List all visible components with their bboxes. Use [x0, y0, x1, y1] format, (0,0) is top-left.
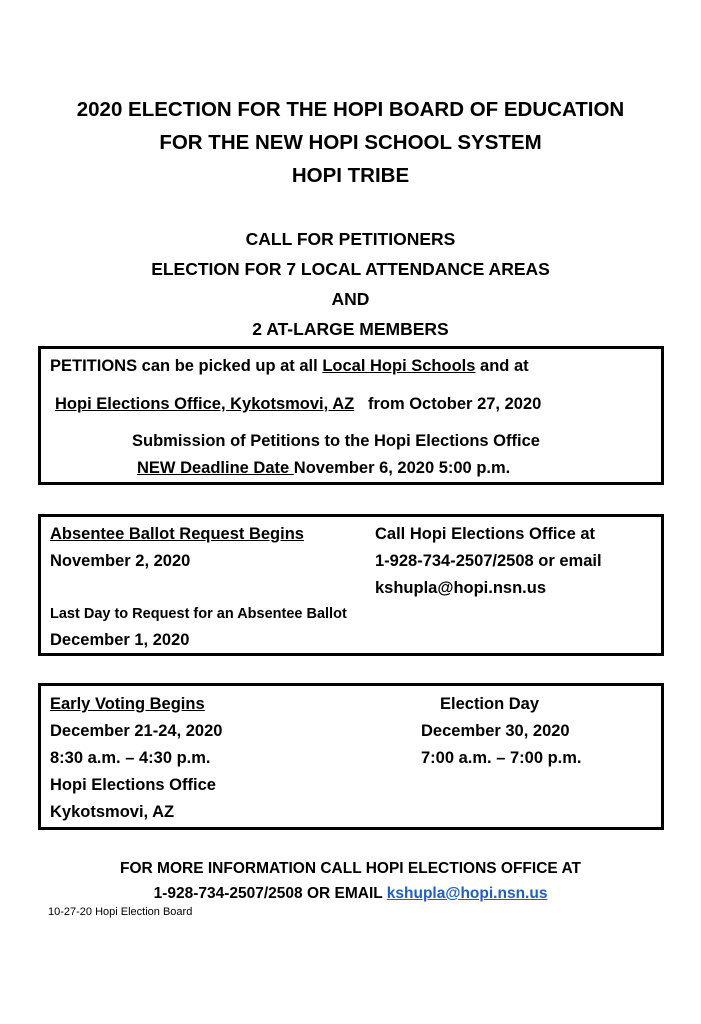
new-deadline-label: NEW Deadline Date [137, 459, 294, 477]
early-voting-city: Kykotsmovi, AZ [50, 803, 175, 821]
absentee-heading: Absentee Ballot Request Begins [50, 525, 304, 543]
early-voting-place: Hopi Elections Office [50, 776, 216, 794]
elections-office-location-text: Hopi Elections Office, Kykotsmovi, AZ [55, 395, 355, 413]
early-voting-heading: Early Voting Begins [50, 695, 205, 713]
petitions-line-1 [50, 356, 529, 376]
petitions-box [38, 346, 664, 485]
pickup-start-date: from October 27, 2020 [367, 395, 542, 413]
deadline-date: November 6, 2020 5:00 p.m. [293, 459, 511, 477]
election-day-date: December 30, 2020 [421, 722, 570, 740]
voting-box [38, 683, 664, 830]
petitions-line-1-prefix: PETITIONS can be picked up at all [50, 357, 323, 375]
subtitle-line-2: ELECTION FOR 7 LOCAL ATTENDANCE AREAS [151, 259, 550, 279]
subtitle-line-3: AND [331, 289, 370, 309]
footer-info-line-2 [0, 884, 701, 904]
early-voting-dates: December 21-24, 2020 [50, 722, 223, 740]
absentee-phone-line: 1-928-734-2507/2508 or email [375, 552, 602, 570]
title-line-1: 2020 ELECTION FOR THE HOPI BOARD OF EDUCATION [76, 98, 625, 121]
subtitle-line-4: 2 AT-LARGE MEMBERS [252, 319, 449, 339]
petitions-line-2 [55, 394, 541, 414]
petitions-line-3: Submission of Petitions to the Hopi Elections Office [132, 432, 540, 450]
election-day-hours: 7:00 a.m. – 7:00 p.m. [421, 749, 582, 767]
local-hopi-schools-text: Local Hopi Schools [322, 357, 476, 375]
title-line-3: HOPI TRIBE [291, 164, 410, 187]
absentee-call-line: Call Hopi Elections Office at [375, 525, 596, 543]
absentee-last-day-label: Last Day to Request for an Absentee Ballot [50, 606, 347, 622]
early-voting-hours: 8:30 a.m. – 4:30 p.m. [50, 749, 211, 767]
petitions-line-1-suffix: and at [475, 357, 529, 375]
footer-phone-text: 1-928-734-2507/2508 OR EMAIL [153, 885, 387, 902]
absentee-email: kshupla@hopi.nsn.us [375, 579, 547, 597]
document-title [0, 93, 701, 192]
absentee-last-day-date: December 1, 2020 [50, 631, 190, 649]
subtitle-line-1: CALL FOR PETITIONERS [245, 229, 456, 249]
subtitle-block [0, 224, 701, 344]
footer-stamp: 10-27-20 Hopi Election Board [48, 906, 193, 918]
title-line-2: FOR THE NEW HOPI SCHOOL SYSTEM [159, 131, 542, 154]
election-day-heading: Election Day [440, 695, 540, 713]
absentee-box [38, 514, 664, 656]
absentee-begin-date: November 2, 2020 [50, 552, 191, 570]
footer-email-link[interactable]: kshupla@hopi.nsn.us [386, 885, 548, 902]
footer-info-line-1: FOR MORE INFORMATION CALL HOPI ELECTIONS OFFICE AT [120, 860, 581, 877]
petitions-line-4 [137, 458, 510, 478]
